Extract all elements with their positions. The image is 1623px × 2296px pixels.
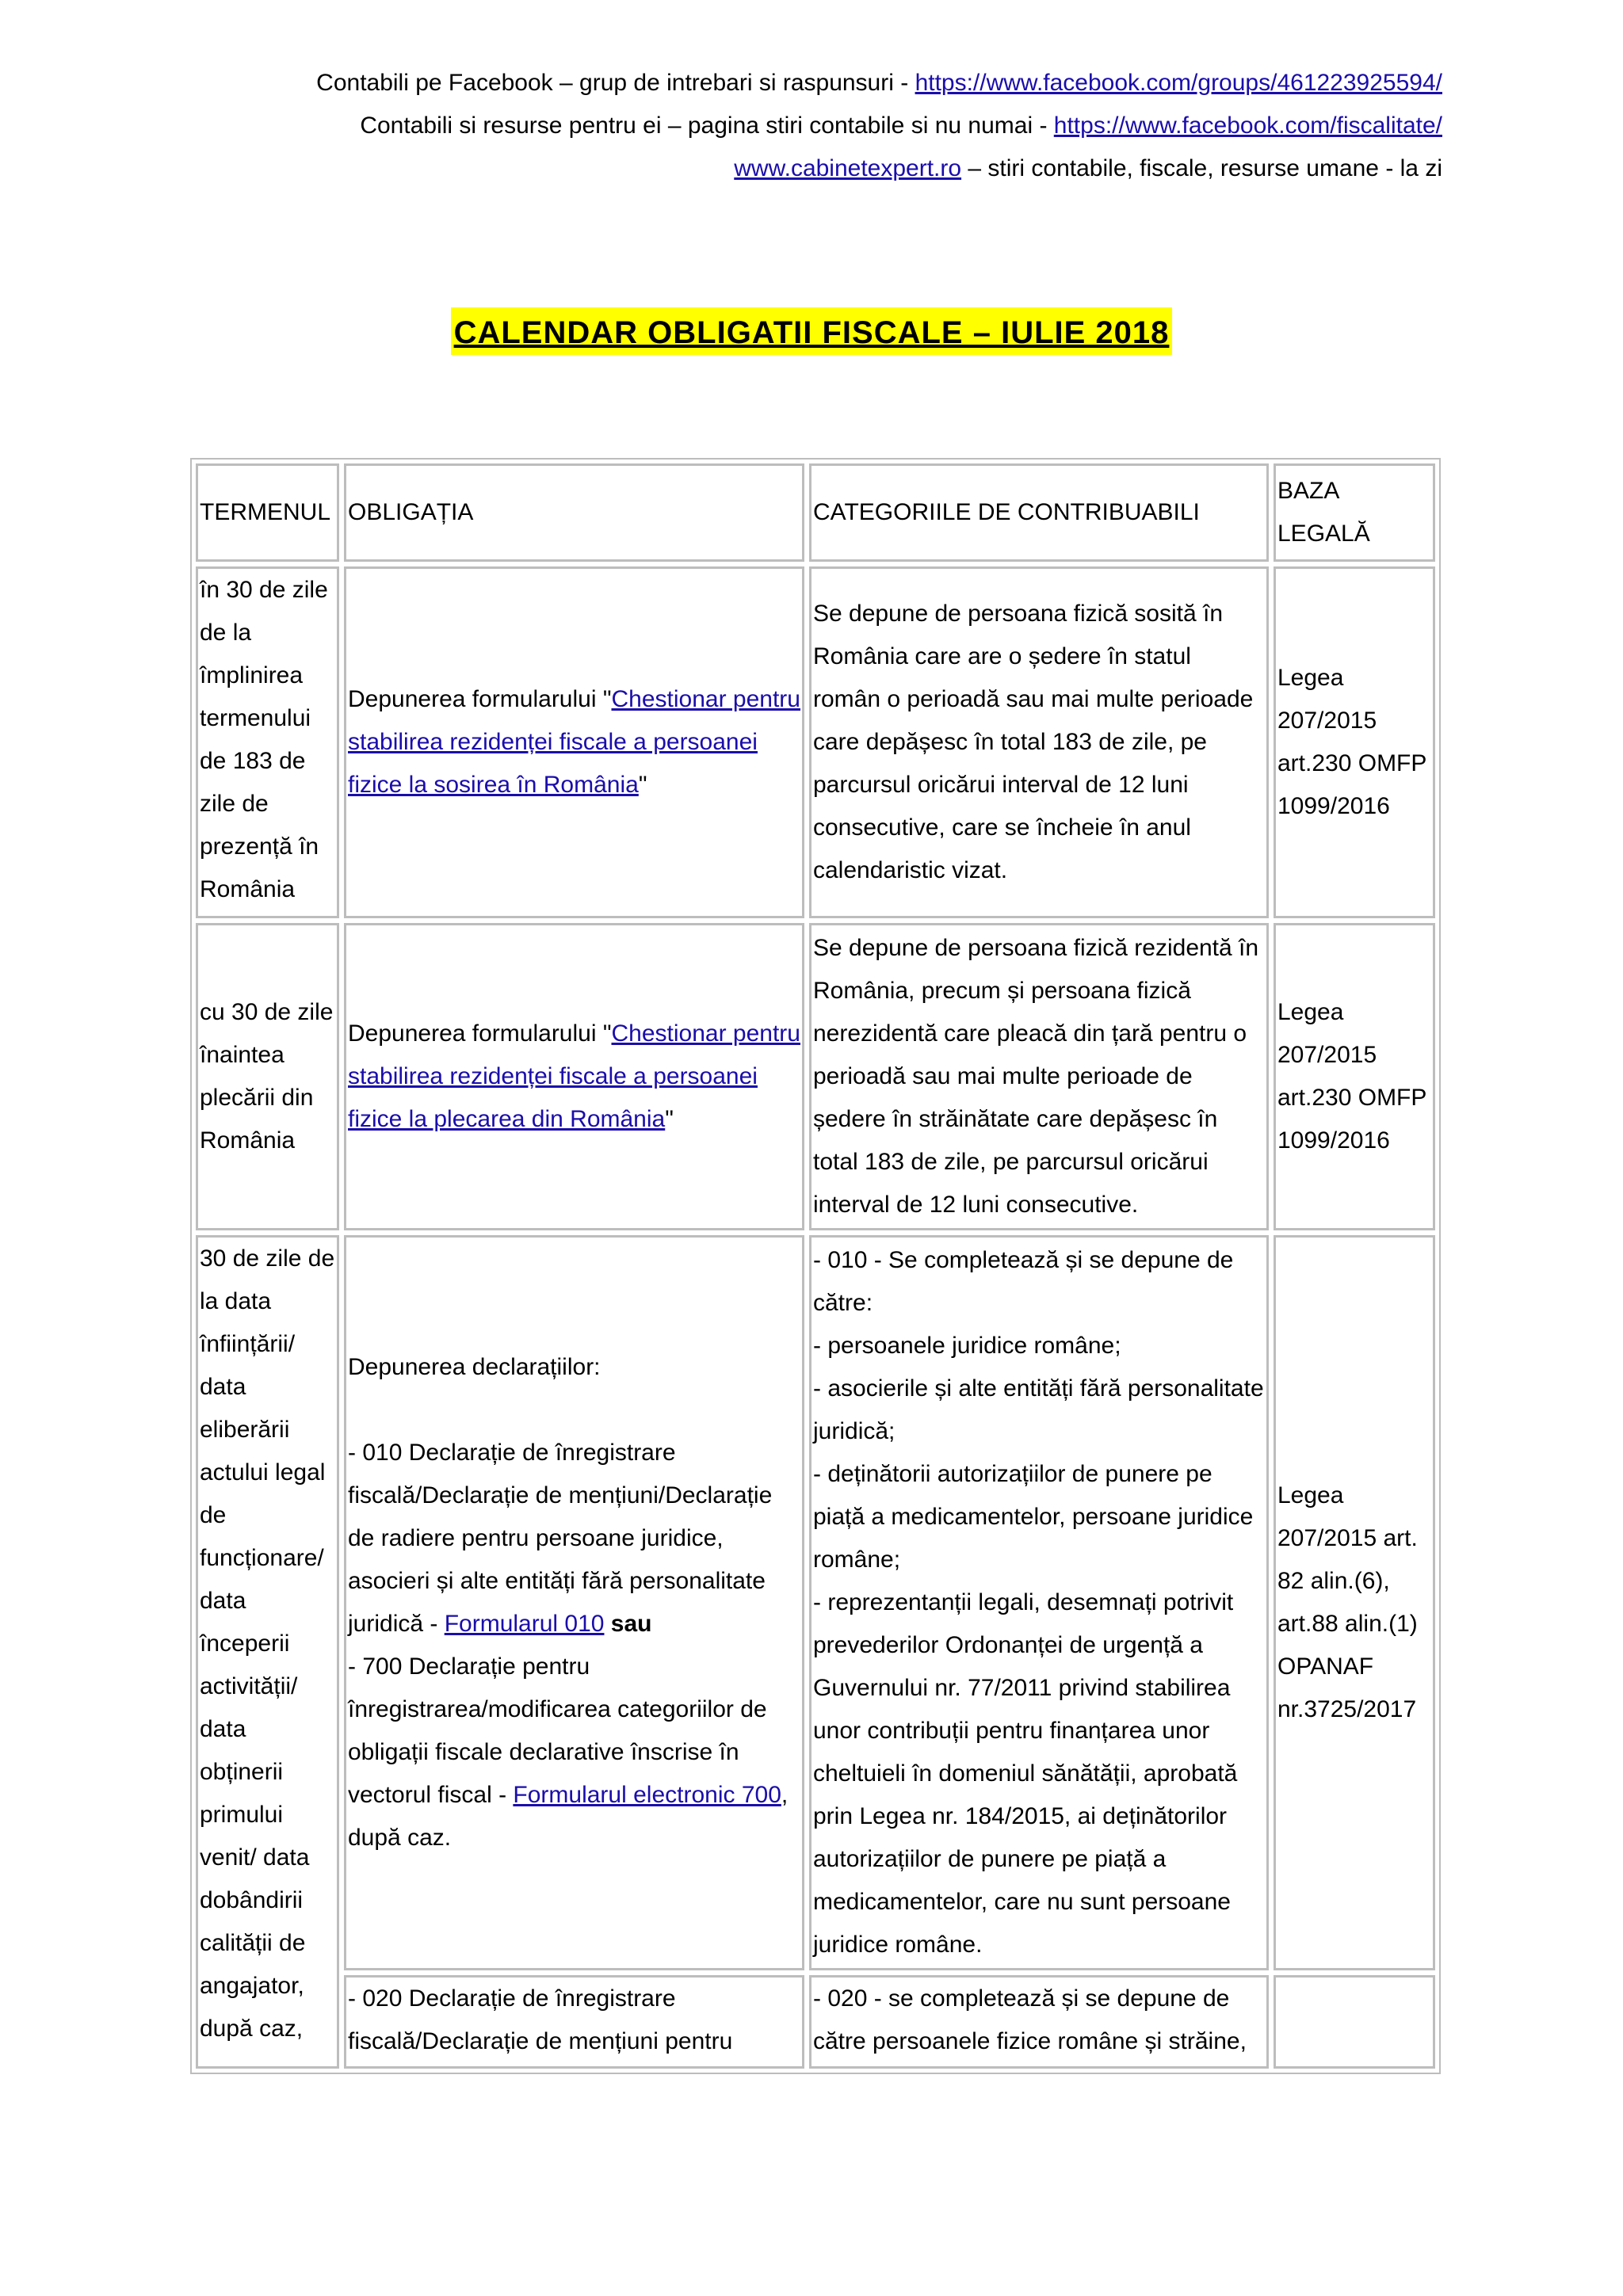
obligations-table <box>191 459 1440 2073</box>
header-line3-text: – stiri contabile, fiscale, resurse umane - la zi <box>961 155 1442 181</box>
facebook-group-link[interactable]: https://www.facebook.com/groups/461223925594/ <box>915 70 1442 96</box>
obligatie-010 <box>348 1432 800 1646</box>
cell-baza: Legea 207/2015 art.230 OMFP 1099/2016 <box>1274 923 1435 1230</box>
cell-categorii <box>809 1235 1269 1970</box>
table-header-row <box>196 463 1435 562</box>
cell-categorii: - 020 - se completează și se depune de către persoanele fizice române și străine, <box>809 1975 1269 2069</box>
table-row <box>196 923 1435 1230</box>
page-title: CALENDAR OBLIGATII FISCALE – IULIE 2018 <box>451 307 1173 355</box>
cell-termen: cu 30 de zile înaintea plecării din România <box>196 923 339 1230</box>
obligatie-suffix: " <box>638 772 647 798</box>
header-line2-text: Contabili si resurse pentru ei – pagina stiri contabile si nu numai - <box>360 113 1054 139</box>
header-line-facebook-group <box>316 62 1442 105</box>
obligatie-700 <box>348 1646 800 1859</box>
header-termenul: TERMENUL <box>196 463 339 562</box>
header-baza-legala: BAZA LEGALĂ <box>1274 463 1435 562</box>
categorii-line: - asocierile și alte entități fără personalitate juridică; <box>813 1375 1264 1444</box>
cell-obligatie <box>344 1235 804 1970</box>
chestionar-sosire-link[interactable]: Chestionar pentru stabilirea rezidenței fiscale a persoanei fizice la sosirea în România <box>348 686 800 798</box>
obligatie-010-text: - 010 Declarație de înregistrare fiscală/Declarație de mențiuni/Declarație de radiere pentru persoane juridice, asocieri și alte entități fără personalitate juridică - <box>348 1440 773 1637</box>
header-categorii: CATEGORIILE DE CONTRIBUABILI <box>809 463 1269 562</box>
cell-obligatie: - 020 Declarație de înregistrare fiscală/Declarație de mențiuni pentru <box>344 1975 804 2069</box>
formular-010-link[interactable]: Formularul 010 <box>444 1611 605 1637</box>
cell-termen: în 30 de zile de la împlinirea termenului de 183 de zile de prezență în România <box>196 566 339 918</box>
header-line-website <box>316 147 1442 190</box>
header-line1-text: Contabili pe Facebook – grup de intrebari si raspunsuri - <box>316 70 915 96</box>
obligatie-sau: sau <box>604 1611 652 1637</box>
table-row <box>196 1235 1435 1970</box>
cell-obligatie <box>344 923 804 1230</box>
categorii-line: - 010 - Se completează și se depune de către: <box>813 1247 1234 1316</box>
header-line-facebook-page <box>316 105 1442 147</box>
cell-categorii: Se depune de persoana fizică sosită în România care are o ședere în statul român o perioadă sau mai multe perioade care depășesc în total 183 de zile, pe parcursul oricărui interval de 12 luni consecutive, care se încheie în anul calendaristic vizat. <box>809 566 1269 918</box>
chestionar-plecare-link[interactable]: Chestionar pentru stabilirea rezidenței fiscale a persoanei fizice la plecarea din România <box>348 1020 800 1132</box>
obligatie-spacer <box>348 1389 800 1432</box>
header-obligatia: OBLIGAȚIA <box>344 463 804 562</box>
title-wrap <box>0 307 1623 355</box>
cell-categorii: Se depune de persoana fizică rezidentă în România, precum și persoana fizică nerezidentă care pleacă din țară pentru o perioadă sau mai multe perioade de ședere în străinătate care depășesc în total 183 de zile, pe parcursul oricărui interval de 12 luni consecutive. <box>809 923 1269 1230</box>
facebook-page-link[interactable]: https://www.facebook.com/fiscalitate/ <box>1053 113 1442 139</box>
formular-700-link[interactable]: Formularul electronic 700 <box>513 1782 781 1808</box>
obligatie-prefix: Depunerea formularului " <box>348 1020 612 1047</box>
obligatie-prefix: Depunerea formularului " <box>348 686 612 712</box>
table-row <box>196 1975 1435 2069</box>
table-row <box>196 566 1435 918</box>
page-header <box>316 62 1442 190</box>
cell-baza: Legea 207/2015 art.230 OMFP 1099/2016 <box>1274 566 1435 918</box>
categorii-line: - deținătorii autorizațiilor de punere pe piață a medicamentelor, persoane juridice române; <box>813 1461 1254 1573</box>
categorii-line: - reprezentanții legali, desemnați potrivit prevederilor Ordonanței de urgență a Guvernului nr. 77/2011 privind stabilirea unor contribuții pentru finanțarea unor cheltuieli în domeniul sănătății, aprobată prin Legea nr. 184/2015, ai deținătorilor autorizațiilor de punere pe piață a medicamentelor, care nu sunt persoane juridice române. <box>813 1589 1238 1958</box>
categorii-line: - persoanele juridice române; <box>813 1333 1121 1359</box>
obligatie-700-text: - 700 Declarație pentru înregistrarea/modificarea categoriilor de obligații fiscale declarative înscrise în vectorul fiscal - <box>348 1653 767 1808</box>
obligatie-suffix: " <box>665 1106 674 1132</box>
obligations-table-frame <box>190 458 1441 2074</box>
cell-obligatie <box>344 566 804 918</box>
cell-baza: Legea 207/2015 art. 82 alin.(6), art.88 alin.(1) OPANAF nr.3725/2017 <box>1274 1235 1435 1970</box>
cell-termen: 30 de zile de la data înființării/ data eliberării actului legal de funcționare/ data începerii activității/ data obținerii primului venit/ data dobândirii calității de angajator, după caz, <box>196 1235 339 2069</box>
cabinetexpert-link[interactable]: www.cabinetexpert.ro <box>734 155 962 181</box>
obligatie-700-end: , după caz. <box>348 1782 789 1851</box>
obligatie-intro: Depunerea declarațiilor: <box>348 1354 601 1380</box>
cell-baza-empty <box>1274 1975 1435 2069</box>
